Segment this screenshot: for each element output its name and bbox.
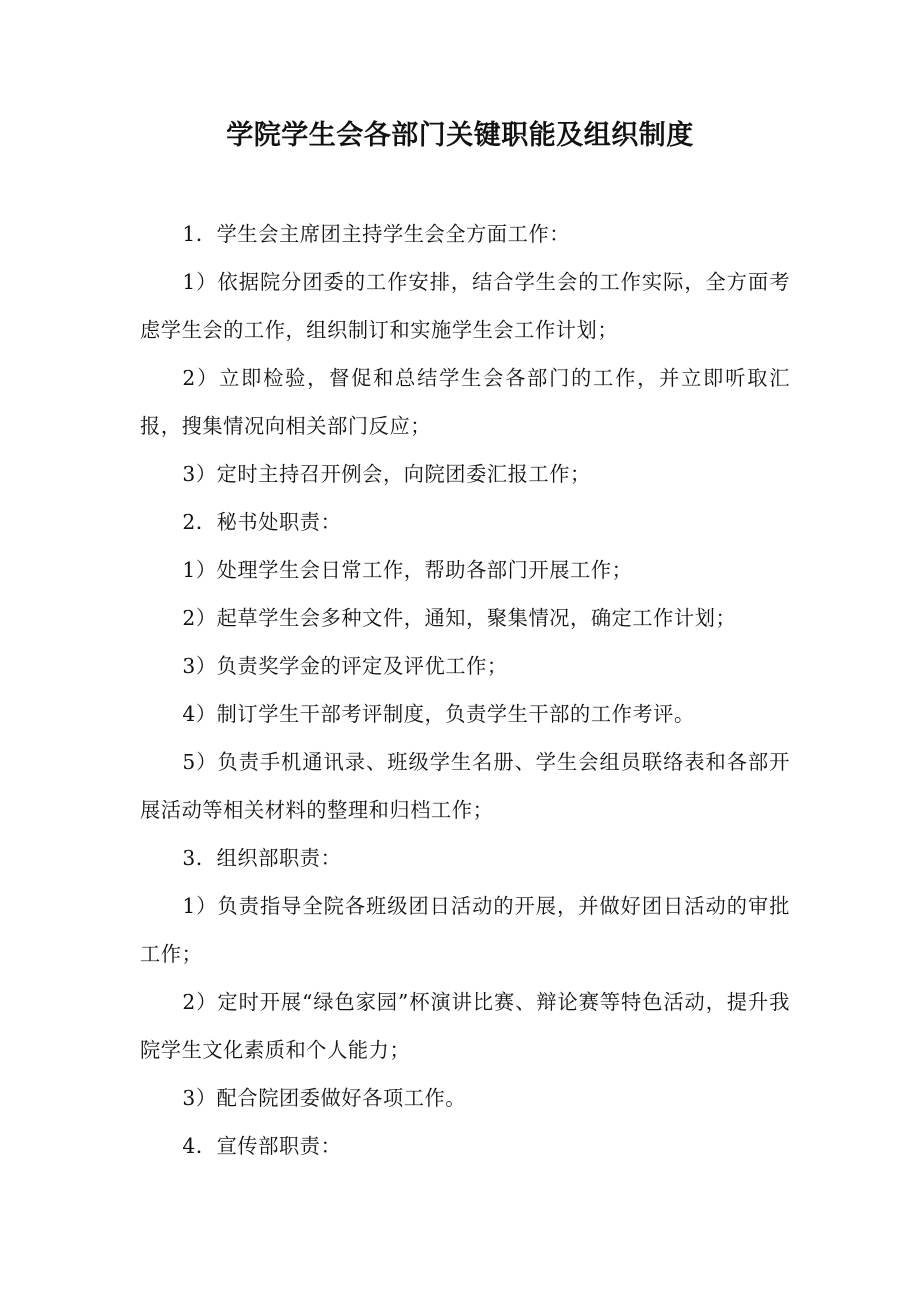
- paragraph: 2）立即检验，督促和总结学生会各部门的工作，并立即听取汇报，搜集情况向相关部门反应；: [140, 366, 790, 438]
- section-3-heading: 3．组织部职责：: [182, 846, 342, 870]
- paragraph: 1）依据院分团委的工作安排，结合学生会的工作实际，全方面考虑学生会的工作，组织制订和实施学生会工作计划；: [140, 270, 790, 342]
- paragraph: 2）定时开展“绿色家园”杯演讲比赛、辩论赛等特色活动，提升我院学生文化素质和个人能力；: [140, 990, 790, 1062]
- paragraph: 2）起草学生会多种文件，通知，聚集情况，确定工作计划；: [182, 606, 737, 630]
- document-title: 学院学生会各部门关键职能及组织制度: [226, 120, 694, 151]
- paragraph: 1）负责指导全院各班级团日活动的开展，并做好团日活动的审批工作；: [140, 894, 790, 966]
- paragraph: 3）定时主持召开例会，向院团委汇报工作；: [182, 462, 591, 486]
- section-4-heading: 4．宣传部职责：: [182, 1134, 342, 1158]
- paragraph: 1）处理学生会日常工作，帮助各部门开展工作；: [182, 558, 633, 582]
- section-1-heading: 1．学生会主席团主持学生会全方面工作：: [182, 222, 571, 246]
- document-body: [140, 210, 790, 1170]
- paragraph: 5）负责手机通讯录、班级学生名册、学生会组员联络表和各部开展活动等相关材料的整理和归档工作；: [140, 750, 790, 822]
- section-2-heading: 2．秘书处职责：: [182, 510, 342, 534]
- paragraph: 3）配合院团委做好各项工作。: [182, 1086, 467, 1110]
- paragraph: 4）制订学生干部考评制度，负责学生干部的工作考评。: [182, 702, 695, 726]
- paragraph: 3）负责奖学金的评定及评优工作；: [182, 654, 508, 678]
